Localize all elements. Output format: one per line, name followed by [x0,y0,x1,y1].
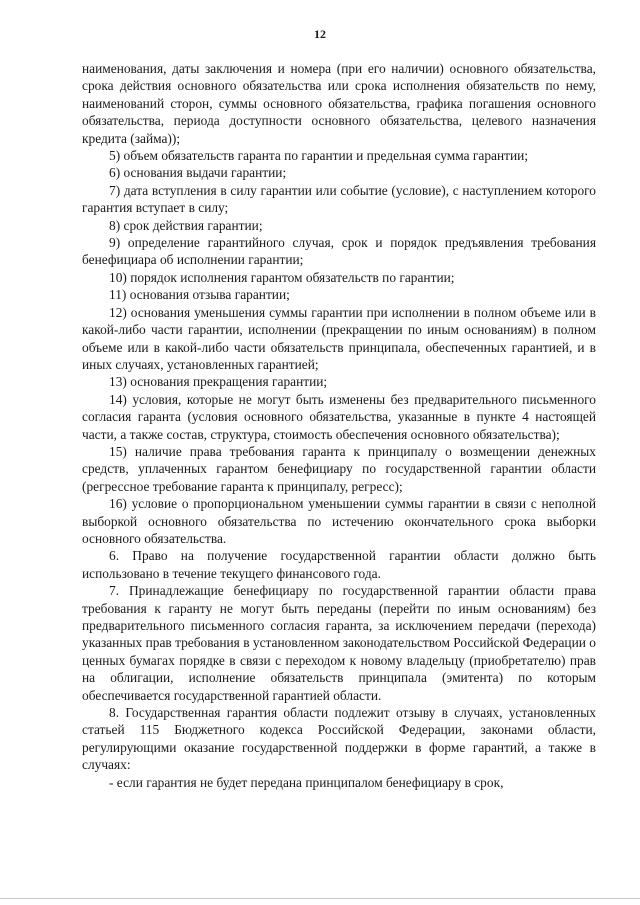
paragraph-continuation: наименования, даты заключения и номера (при его наличии) основного обязательства, срока действия основного обязательства или срока исполнения обязательств по нему, наименований сторон, суммы основного обязательства, графика погашения основного обязательства, периода доступности основного обязательства, целевого назначения кредита (займа)); [82,61,596,146]
list-item-5: 5) объем обязательств гаранта по гарантии и предельная сумма гарантии; [109,148,529,164]
clause-8-bullet: - если гарантия не будет передана принципалом бенефициару в срок, [109,774,504,790]
list-item-12: 12) основания уменьшения суммы гарантии при исполнении в полном объеме или в какой-либо части гарантии, исполнении (прекращении по иным основаниям) в полном объеме или в какой-либо части обязательств принципала, обеспеченных гарантией, и в иных случаях, установленных гарантией; [82,304,596,372]
list-item-13: 13) основания прекращения гарантии; [109,374,328,390]
list-item-16: 16) условие о пропорциональном уменьшении суммы гарантии в связи с неполной выборкой основного обязательства по истечению окончательного срока выборки основного обязательства. [82,496,596,546]
list-item-10: 10) порядок исполнения гарантом обязательств по гарантии; [109,269,455,285]
list-item-11: 11) основания отзыва гарантии; [109,287,290,303]
clause-7: 7. Принадлежащие бенефициару по государственной гарантии области права требования к гаранту не могут быть переданы (перейти по иным основаниям) без предварительного письменного согласия гаранта, за исключением передачи (перехода) указанных прав требования в установленном законодательством Российской Федерации о ценных бумагах порядке в связи с переходом к новому владельцу (приобретателю) прав на облигации, исполнение обязательств принципала (эмитента) по которым обеспечивается государственной гарантией области. [82,583,596,703]
list-item-7: 7) дата вступления в силу гарантии или событие (условие), с наступлением которого гарантия вступает в силу; [82,182,596,216]
list-item-14: 14) условия, которые не могут быть изменены без предварительного письменного согласия гаранта (условия основного обязательства, указанные в пункте 4 настоящей части, а также состав, структура, стоимость обеспечения основного обязательства); [82,391,596,442]
page-bottom-edge [0,898,640,899]
clause-6: 6. Право на получение государственной гарантии области должно быть использовано в течение текущего финансового года. [82,548,596,581]
list-item-8: 8) срок действия гарантии; [109,217,263,233]
clause-8: 8. Государственная гарантия области подлежит отзыву в случаях, установленных статьей 115 Бюджетного кодекса Российской Федерации, законами области, регулирующими оказание государственной поддержки в форме гарантий, а также в случаях: [82,705,596,773]
document-body [82,60,596,791]
list-item-9: 9) определение гарантийного случая, срок и порядок предъявления требования бенефициара об исполнении гарантии; [82,235,596,268]
page-number: 12 [314,27,326,41]
list-item-6: 6) основания выдачи гарантии; [109,165,287,181]
list-item-15: 15) наличие права требования гаранта к принципалу о возмещении денежных средств, уплаченных гарантом бенефициару по государственной гарантии области (регрессное требование гаранта к принципалу, регресс); [82,443,596,494]
